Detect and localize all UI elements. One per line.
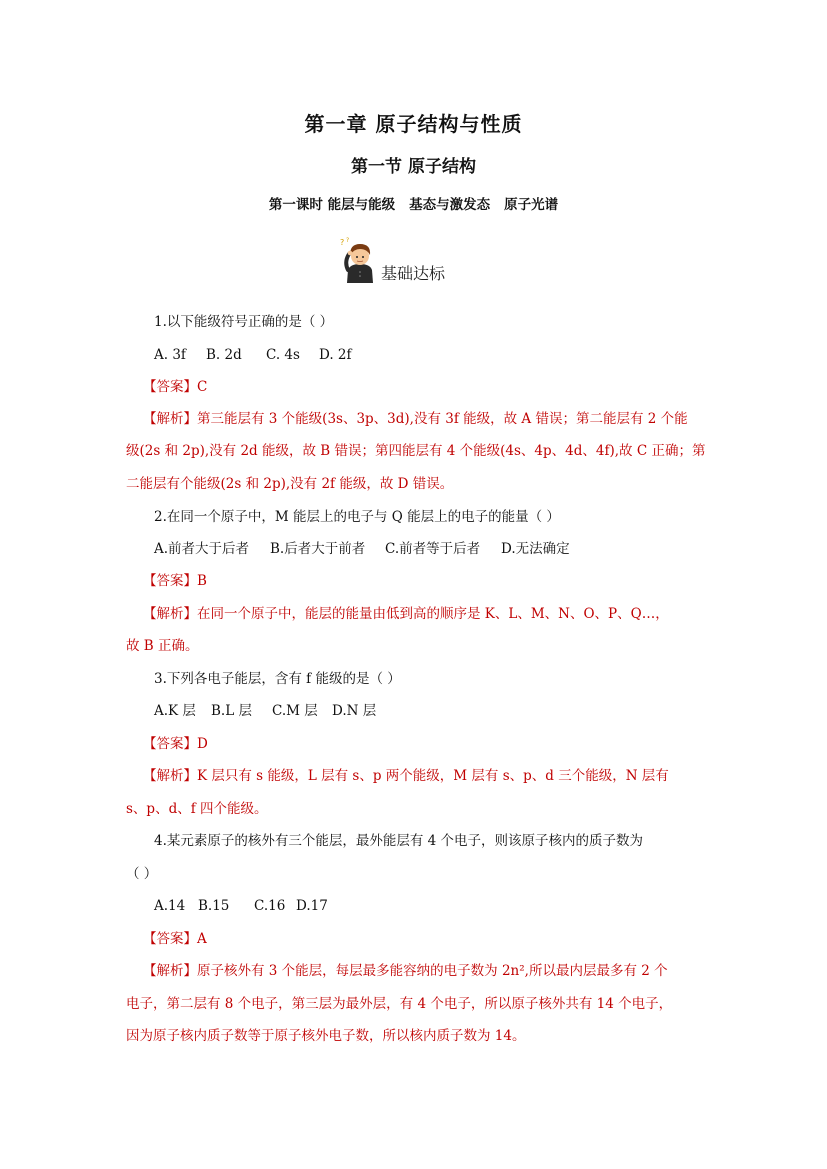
- explanation-line: 故 B 正确。: [126, 638, 199, 654]
- explanation-line: 【解析】原子核外有 3 个能层，每层最多能容纳的电子数为 2n²,所以最内层最多有 2 个: [143, 963, 668, 979]
- option: A.前者大于后者: [154, 541, 250, 557]
- thinking-boy-icon: [340, 236, 382, 286]
- option: A.14: [154, 898, 186, 914]
- question-stem-cont: （ ）: [126, 866, 158, 882]
- option: B.后者大于前者: [270, 541, 366, 557]
- lesson-title-part: 基态与激发态: [409, 197, 491, 213]
- section-banner: [340, 236, 500, 286]
- svg-text:?: ?: [346, 237, 350, 244]
- svg-text:?: ?: [340, 238, 345, 247]
- chapter-title: 第一章 原子结构与性质: [304, 112, 523, 136]
- lesson-title-part: 原子光谱: [504, 197, 559, 213]
- lesson-title-part: 第一课时 能层与能级: [268, 197, 396, 213]
- option: B.15: [198, 898, 230, 914]
- question-options: [154, 539, 570, 559]
- explanation-line: 二能层有个能级(2s 和 2p),没有 2f 能级，故 D 错误。: [126, 476, 454, 492]
- option: D. 2f: [319, 347, 352, 363]
- option: D.无法确定: [501, 541, 570, 557]
- answer-label: 【答案】B: [143, 573, 207, 589]
- question-stem: 3.下列各电子能层，含有 f 能级的是（ ）: [154, 671, 401, 687]
- answer-label: 【答案】D: [143, 736, 208, 752]
- option: C.前者等于后者: [385, 541, 481, 557]
- explanation-line: 电子，第二层有 8 个电子，第三层为最外层，有 4 个电子，所以原子核外共有 14 个电子，: [126, 996, 673, 1012]
- explanation-line: s、p、d、f 四个能级。: [126, 801, 268, 817]
- explanation-line: 因为原子核内质子数等于原子核外电子数，所以核内质子数为 14。: [126, 1028, 526, 1044]
- question-stem: 4.某元素原子的核外有三个能层，最外能层有 4 个电子，则该原子核内的质子数为: [154, 833, 644, 849]
- option: A. 3f: [154, 347, 186, 363]
- option: D.17: [296, 898, 328, 914]
- section-title: 第一节 原子结构: [351, 157, 476, 177]
- lesson-title: [0, 193, 827, 213]
- banner-label: 基础达标: [381, 264, 446, 283]
- question-options: [154, 701, 376, 721]
- question-stem: 2.在同一个原子中，M 能层上的电子与 Q 能层上的电子的能量（ ）: [154, 509, 560, 525]
- option: B. 2d: [206, 347, 242, 363]
- explanation-line: 【解析】K 层只有 s 能级，L 层有 s、p 两个能级，M 层有 s、p、d 三个能级，N 层有: [143, 768, 669, 784]
- answer-label: 【答案】C: [143, 379, 208, 395]
- option: A.K 层: [154, 703, 196, 719]
- explanation-line: 【解析】第三能层有 3 个能级(3s、3p、3d),没有 3f 能级，故 A 错误；第二能层有 2 个能: [143, 411, 688, 427]
- option: D.N 层: [332, 703, 377, 719]
- question-options: [154, 345, 352, 365]
- option: B.L 层: [211, 703, 252, 719]
- explanation-line: 级(2s 和 2p),没有 2d 能级，故 B 错误；第四能层有 4 个能级(4s、4p、4d、4f),故 C 正确；第: [126, 443, 706, 459]
- option: C. 4s: [266, 347, 300, 363]
- question-options: [154, 896, 328, 916]
- question-stem: 1.以下能级符号正确的是（ ）: [154, 314, 334, 330]
- answer-label: 【答案】A: [143, 931, 207, 947]
- explanation-line: 【解析】在同一个原子中，能层的能量由低到高的顺序是 K、L、M、N、O、P、Q…，: [143, 606, 669, 622]
- option: C.M 层: [272, 703, 318, 719]
- option: C.16: [254, 898, 286, 914]
